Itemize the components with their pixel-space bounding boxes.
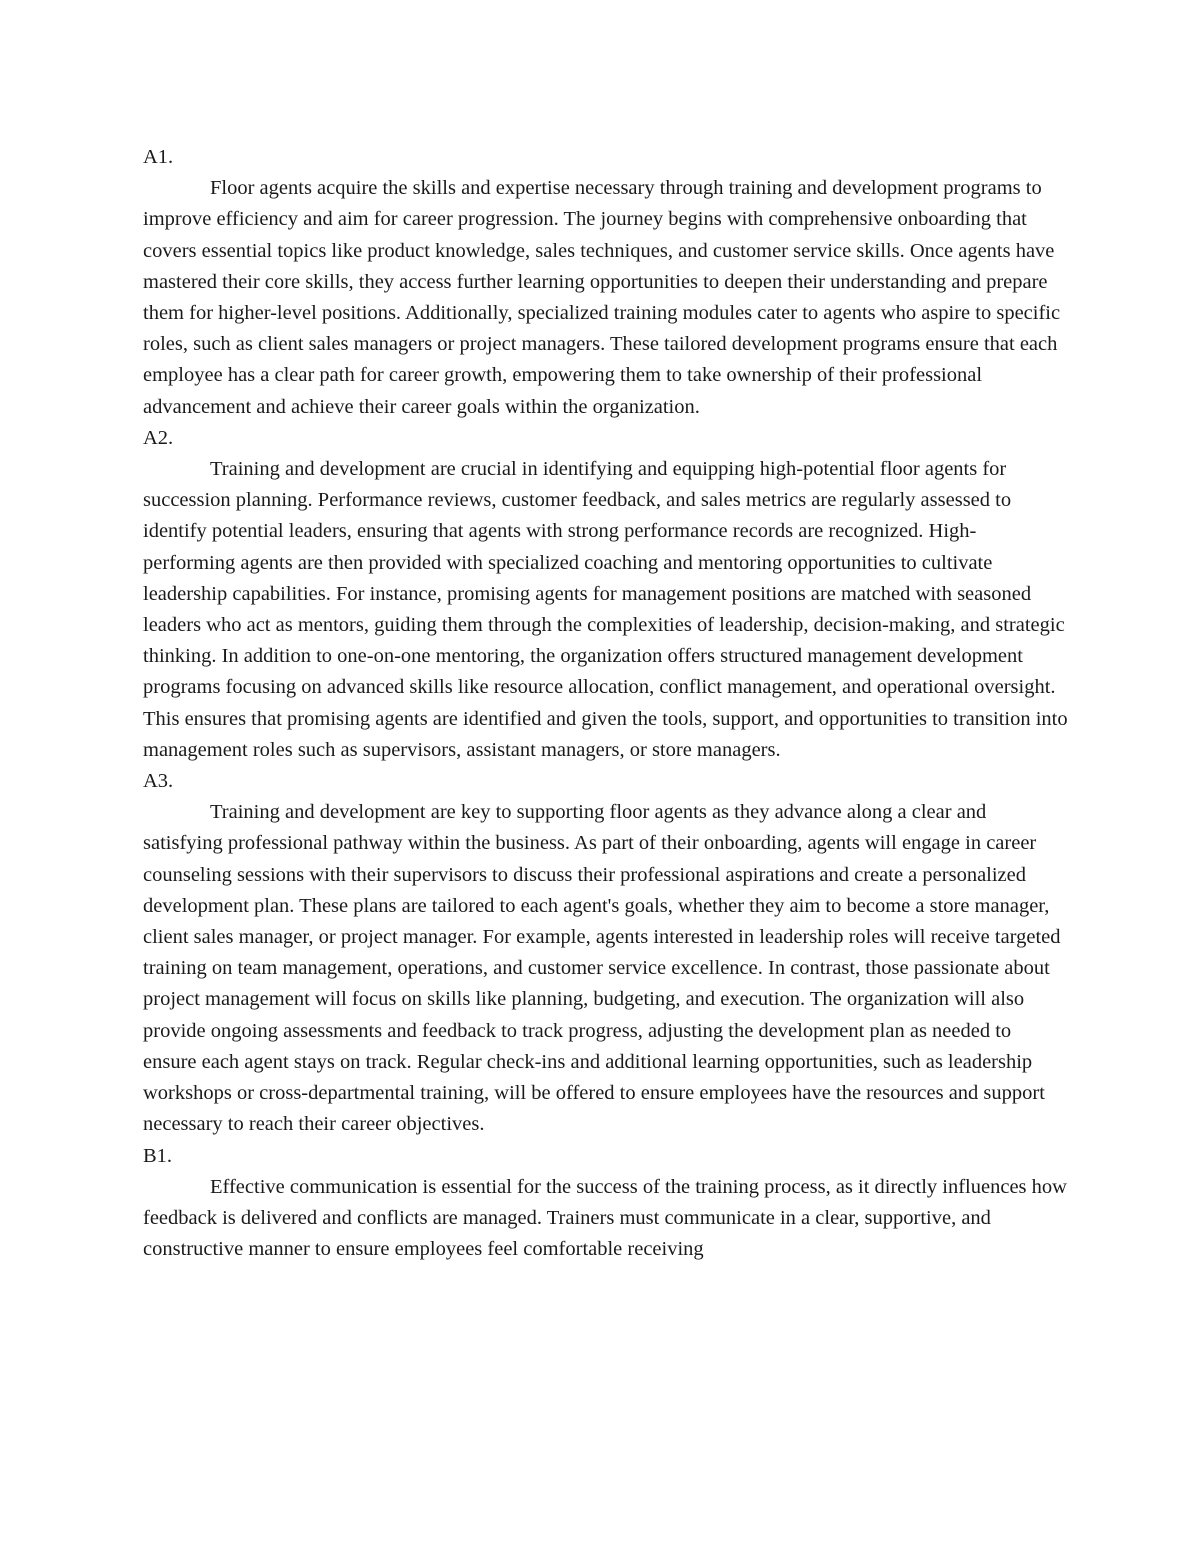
section-paragraph-a2: Training and development are crucial in identifying and equipping high-potential floor agents for succession planning. Performance reviews, customer feedback, and sales metrics are regularly assessed to identify potential leaders, ensuring that agents with strong performance records are recognized. High-performing agents are then provided with specialized coaching and mentoring opportunities to cultivate leadership capabilities. For instance, promising agents for management positions are matched with seasoned leaders who act as mentors, guiding them through the complexities of leadership, decision-making, and strategic thinking. In addition to one-on-one mentoring, the organization offers structured management development programs focusing on advanced skills like resource allocation, conflict management, and operational oversight. This ensures that promising agents are identified and given the tools, support, and opportunities to transition into management roles such as supervisors, assistant managers, or store managers.: [143, 458, 1068, 761]
section-heading-b1: B1.: [143, 1144, 173, 1167]
section-paragraph-a3: Training and development are key to supporting floor agents as they advance along a clear and satisfying professional pathway within the business. As part of their onboarding, agents will engage in career counseling sessions with their supervisors to discuss their professional aspirations and create a personalized development plan. These plans are tailored to each agent's goals, whether they aim to become a store manager, client sales manager, or project manager. For example, agents interested in leadership roles will receive targeted training on team management, operations, and customer service excellence. In contrast, those passionate about project management will focus on skills like planning, budgeting, and execution. The organization will also provide ongoing assessments and feedback to track progress, adjusting the development plan as needed to ensure each agent stays on track. Regular check-ins and additional learning opportunities, such as leadership workshops or cross-departmental training, will be offered to ensure employees have the resources and support necessary to reach their career objectives.: [143, 801, 1061, 1136]
section-heading-a3: A3.: [143, 770, 174, 793]
section-heading-a2: A2.: [143, 426, 174, 449]
section-paragraph-a1: Floor agents acquire the skills and expertise necessary through training and development programs to improve efficiency and aim for career progression. The journey begins with comprehensive onboarding that covers essential topics like product knowledge, sales techniques, and customer service skills. Once agents have mastered their core skills, they access further learning opportunities to deepen their understanding and prepare them for higher-level positions. Additionally, specialized training modules cater to agents who aspire to specific roles, such as client sales managers or project managers. These tailored development programs ensure that each employee has a clear path for career growth, empowering them to take ownership of their professional advancement and achieve their career goals within the organization.: [143, 177, 1061, 418]
document-body: [143, 142, 1068, 1265]
section-heading-a1: A1.: [143, 146, 174, 168]
section-paragraph-b1: Effective communication is essential for the success of the training process, as it directly influences how feedback is delivered and conflicts are managed. Trainers must communicate in a clear, supportive, and constructive manner to ensure employees feel comfortable receiving: [143, 1175, 1067, 1261]
